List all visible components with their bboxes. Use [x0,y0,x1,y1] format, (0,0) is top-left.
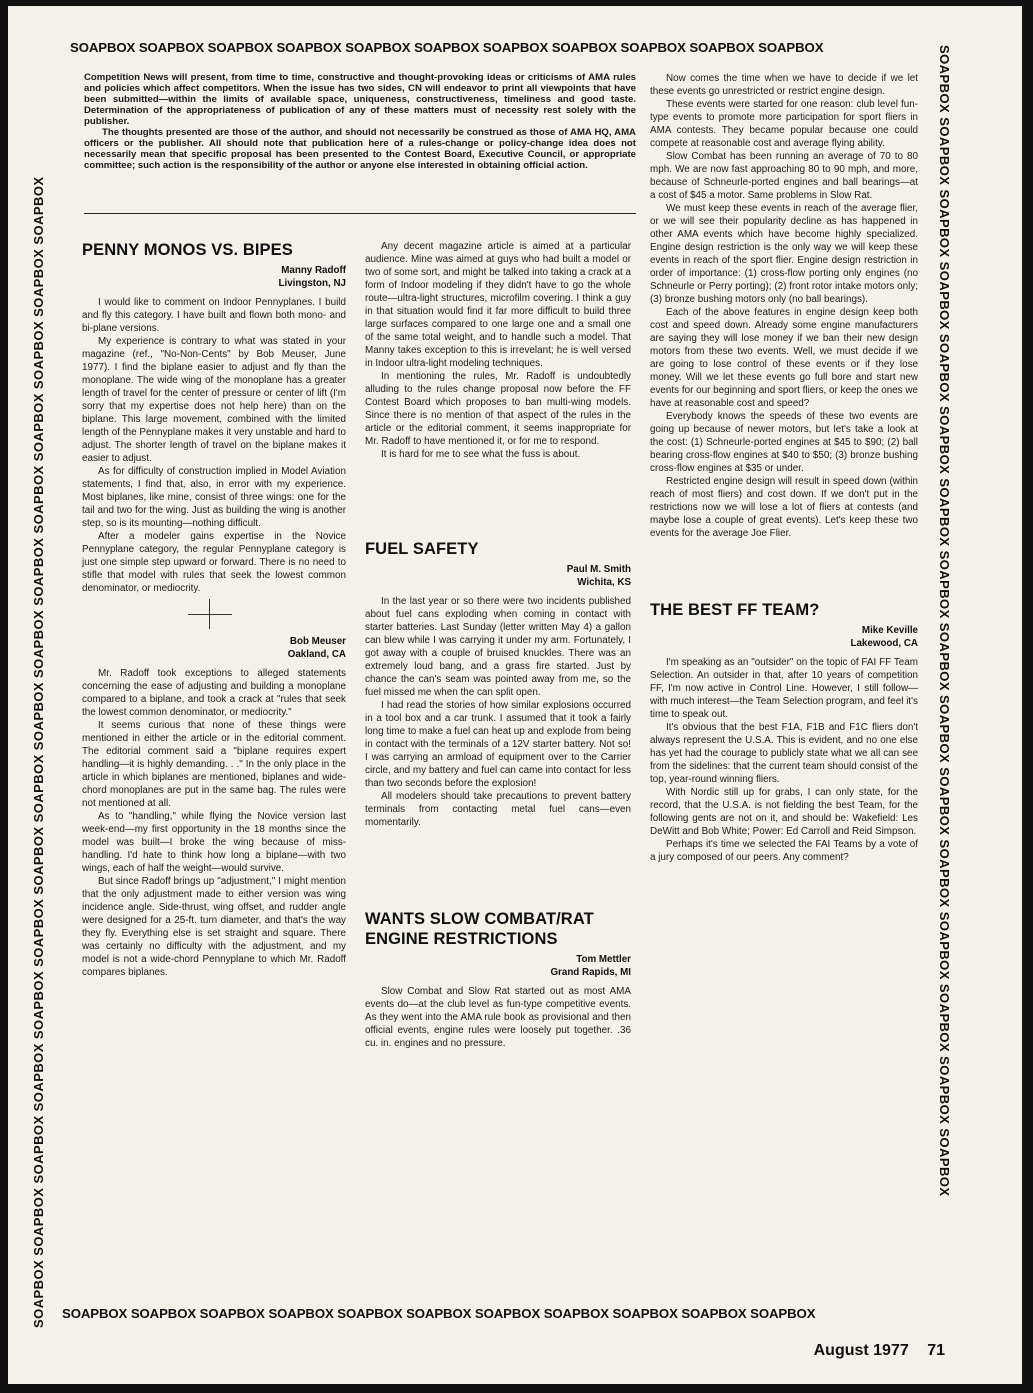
intro-divider [84,213,636,214]
article-paragraph: It's obvious that the best F1A, F1B and F1C fliers don't always represent the U.S.A. This is evident, and no one else has yet had the courage to publicly state what we all can see from the sidelines: that the current team should consist of the top, year-round winning fliers. [650,722,918,785]
article-paragraph: Slow Combat has been running an average of 70 to 80 mph. We are now fast approaching 80 to 90 mph, and more, because of Schneurle-ported engines and ball bearings—at a cost of $45 a motor. Same problems in Slow Rat. [650,151,918,201]
article-paragraph: I had read the stories of how similar explosions occurred in a tool box and a car trunk. I assumed that it took a fairly long time to make a fuel can heat up and explode from being in contact with the terminals of a 12V starter battery. Not so! I was carrying an armload of equipment over to the Carrier circle, and my battery and fuel can came into contact for less than two seconds before the explosion! [365,700,631,789]
reply-byline [82,635,346,661]
author-location: Grand Rapids, MI [550,967,631,978]
column-2 [365,240,631,1050]
byline [365,563,631,589]
column-3 [650,72,918,864]
column-1 [82,240,346,979]
article-paragraph: We must keep these events in reach of the average flier, or we will see their popularity decline as has happened in other AMA events which have become highly specialized. Engine design restriction is the only way we will keep these events in reach of the sport flier. Engine design restriction in order of importance: (1) cross-flow porting only engines (no Schneurle or Perry porting); (2) front rotor intake motors only; (3) bronze bushing motors only (no ball bearings). [650,203,918,305]
reply-paragraph: But since Radoff brings up "adjustment," I might mention that the only adjustment made to either version was wing incidence angle. Side-thrust, wing offset, and rudder angle were designed for a 25-ft. turn diameter, and that's the way they fly. Everything else is set straight and square. There was certainly no difficulty with the adjustment, and my model is not a wide-chord Pennyplane to which Mr. Radoff compares biplanes. [82,876,346,978]
article-paragraph: Slow Combat and Slow Rat started out as most AMA events do—at the club level as fun-type competitive events. As they went into the AMA rule book as provisional and then official events, engine rules were loosely put together. .36 cu. in. engines and no pressure. [365,986,631,1049]
article-title: WANTS SLOW COMBAT/RAT ENGINE RESTRICTIONS [365,910,594,948]
reply-paragraph: Any decent magazine article is aimed at a particular audience. Mine was aimed at guys who had built a model or two of some sort, and might be talked into taking a crack at a form of Indoor modeling if they didn't have to go the whole route—ultra-light structures, microfilm covering. I think a guy in that situation would find it far more difficult to build three large surfaces compared to one large one and a small one of the same total weight, and to handle such a model. That Manny takes exception to this is irrevelant; he is well versed in Indoor ultra-light modeling techniques. [365,241,631,369]
article-paragraph: I would like to comment on Indoor Pennyplanes. I build and fly this category. I have built and flown both mono- and bi-plane versions. [82,297,346,334]
article-paragraph: All modelers should take precautions to prevent battery terminals from contacting metal fuel cans—even momentarily. [365,791,631,828]
author-location: Lakewood, CA [850,638,918,649]
soapbox-band-top: SOAPBOX SOAPBOX SOAPBOX SOAPBOX SOAPBOX SOAPBOX SOAPBOX SOAPBOX SOAPBOX SOAPBOX SOAPBOX [70,40,824,55]
article-title: FUEL SAFETY [365,540,479,558]
soapbox-band-right: SOAPBOX SOAPBOX SOAPBOX SOAPBOX SOAPBOX SOAPBOX SOAPBOX SOAPBOX SOAPBOX SOAPBOX SOAPBOX SOAPBOX SOAPBOX SOAPBOX SOAPBOX SOAPBOX [937,45,952,1197]
article-paragraph: My experience is contrary to what was stated in your magazine (ref., "No-Non-Cents" by Bob Meuser, June 1977). I find the biplane easier to adjust and fly than the monoplane. The wide wing of the monoplane has a greater length of travel for the center of pressure or center of lift (I'm sorry that my expertise does not help here) than on the biplane. This large movement, combined with the limited length of the Pennyplane makes it very unstable and hard to adjust. The shorter length of travel on the biplane makes it easier to adjust. [82,336,346,464]
article-paragraph: Everybody knows the speeds of these two events are going up because of newer motors, but let's take a look at the cost: (1) Schneurle-ported engines at $45 to $90; (2) ball bearing cross-flow engines at $40 to $50; (3) bronze bushing cross-flow engines at $35 or under. [650,411,918,474]
reply-author-name: Bob Meuser [289,636,346,647]
byline [82,264,346,290]
author-name: Manny Radoff [281,265,346,276]
article-paragraph: Now comes the time when we have to decide if we let these events go unrestricted or restrict engine design. [650,73,918,97]
reply-paragraph: Mr. Radoff took exceptions to alleged statements concerning the ease of adjusting and building a monoplane compared to a biplane, and took a crack at "rules that seek the lowest common denominator, or mediocrity." [82,668,346,718]
page-footer [814,1342,945,1360]
intro-paragraph: The thoughts presented are those of the author, and should not necessarily be construed as those of AMA HQ, AMA officers or the publisher. All should note that publication here of a rules-change or policy-change idea does not necessarily mean that specific proposal has been presented to the Contest Board, Executive Council, or appropriate committee; such action is the responsibility of the author or anyone else interested in obtaining official action. [84,127,636,171]
editorial-intro [84,72,636,171]
soapbox-band-left: SOAPBOX SOAPBOX SOAPBOX SOAPBOX SOAPBOX SOAPBOX SOAPBOX SOAPBOX SOAPBOX SOAPBOX SOAPBOX SOAPBOX SOAPBOX SOAPBOX SOAPBOX SOAPBOX [31,176,46,1328]
issue-date: August 1977 [813,1342,909,1359]
author-name: Tom Mettler [576,954,631,965]
article-paragraph: Perhaps it's time we selected the FAI Teams by a vote of a jury composed of our peers. Any comment? [650,839,918,863]
article-paragraph: As for difficulty of construction implied in Model Aviation statements, I find that, also, in error with my experience. Most biplanes, like mine, consist of three wings: one for the tail and two for the wing. Just as building the wing is another step, so is its mounting—nothing difficult. [82,466,346,529]
article-title: THE BEST FF TEAM? [650,601,820,619]
byline [650,624,918,650]
author-name: Paul M. Smith [566,564,631,575]
article-paragraph: Each of the above features in engine design keep both cost and speed down. Already some engine manufacturers are saying they will lose money if we ban their new design motors from these two events. Well, we must decide if we are going to lose control of these events or if they lose money. Will we let these events go full bore and start new events for our beginning and sport fliers, or keep the ones we have at reasonable cost and speed? [650,307,918,409]
author-location: Livingston, NJ [278,278,346,289]
section-cross-divider [82,595,346,635]
soapbox-band-bottom: SOAPBOX SOAPBOX SOAPBOX SOAPBOX SOAPBOX SOAPBOX SOAPBOX SOAPBOX SOAPBOX SOAPBOX SOAPBOX [62,1306,816,1321]
byline [365,953,631,979]
reply-paragraph: As to "handling," while flying the Novice version last week-end—my first opportunity in the 18 months since the model was built—I broke the wing because of miss-handling. I'd hate to think how long a biplane—with two wings, each of half the weight—would survive. [82,811,346,874]
article-paragraph: These events were started for one reason: club level fun-type events to promote more participation for sport fliers in AMA contests. They became popular because one could compete at reasonable cost and average flying ability. [650,99,918,149]
reply-paragraph: It seems curious that none of these things were mentioned in either the article or in the editorial comment. The editorial comment said a "biplane requires expert handling—it is highly demanding. . ." In the only place in the article in which biplanes are mentioned, biplanes and wide-chord monoplanes are put in the same bag. The rules were not mentioned at all. [82,720,346,809]
article-paragraph: I'm speaking as an "outsider" on the topic of FAI FF Team Selection. An outsider in that, after 10 years of competition FF, I'm now active in Control Line. However, I still follow—with much interest—the Team Selection program, and feel it's time to speak out. [650,657,918,720]
reply-paragraph: It is hard for me to see what the fuss is about. [381,449,581,460]
article-paragraph: After a modeler gains expertise in the Novice Pennyplane category, the regular Pennyplane category is just one simple step upward or forward. There is no need to stifle that model with rules that seek the lowest common denominator, or mediocrity. [82,531,346,594]
author-location: Wichita, KS [577,577,631,588]
article-paragraph: Restricted engine design will result in speed down (within reach of most fliers) and cost down. If we don't put in the restrictions now we will lose a lot of fliers at contests (and maybe lose a couple of great events). Let's keep these two events for the average Joe Flier. [650,476,918,539]
author-name: Mike Keville [861,625,918,636]
reply-author-location: Oakland, CA [287,649,346,660]
article-title: PENNY MONOS VS. BIPES [82,241,293,259]
article-paragraph: In the last year or so there were two incidents published about fuel cans exploding when coming in contact with starter batteries. Last Sunday (letter written May 4) a gallon can blew while I was carrying it under my arm. Fortunately, I got away with a couple of bruised knuckles. There was an extremely loud bang, and a grass fire started. Just by chance the can's seam was pointed away from me, so the fuel missed me when the can split open. [365,596,631,698]
article-paragraph: With Nordic still up for grabs, I can only state, for the record, that the U.S.A. is not fielding the best Team, for the following gents are not on it, and should be: Wakefield: Les DeWitt and Bob White; Power: Ed Carroll and Reid Simpson. [650,787,918,837]
page-number: 71 [927,1342,945,1359]
intro-paragraph: Competition News will present, from time to time, constructive and thought-provoking ideas or criticisms of AMA rules and policies which affect competitors. When the issue has two sides, CN will endeavor to print all viewpoints that have been submitted—within the limits of available space, uniqueness, constructiveness, timeliness and good taste. Determination of the appropriateness of publication of any of these matters must of necessity rest solely with the publisher. [84,72,636,127]
reply-paragraph: In mentioning the rules, Mr. Radoff is undoubtedly alluding to the rules change proposal now before the FF Contest Board which proposes to ban multi-wing models. Since there is no mention of that aspect of the rules in the article or the editorial comment, it seems inappropriate for Mr. Radoff to have mentioned it, or for me to respond. [365,371,631,447]
